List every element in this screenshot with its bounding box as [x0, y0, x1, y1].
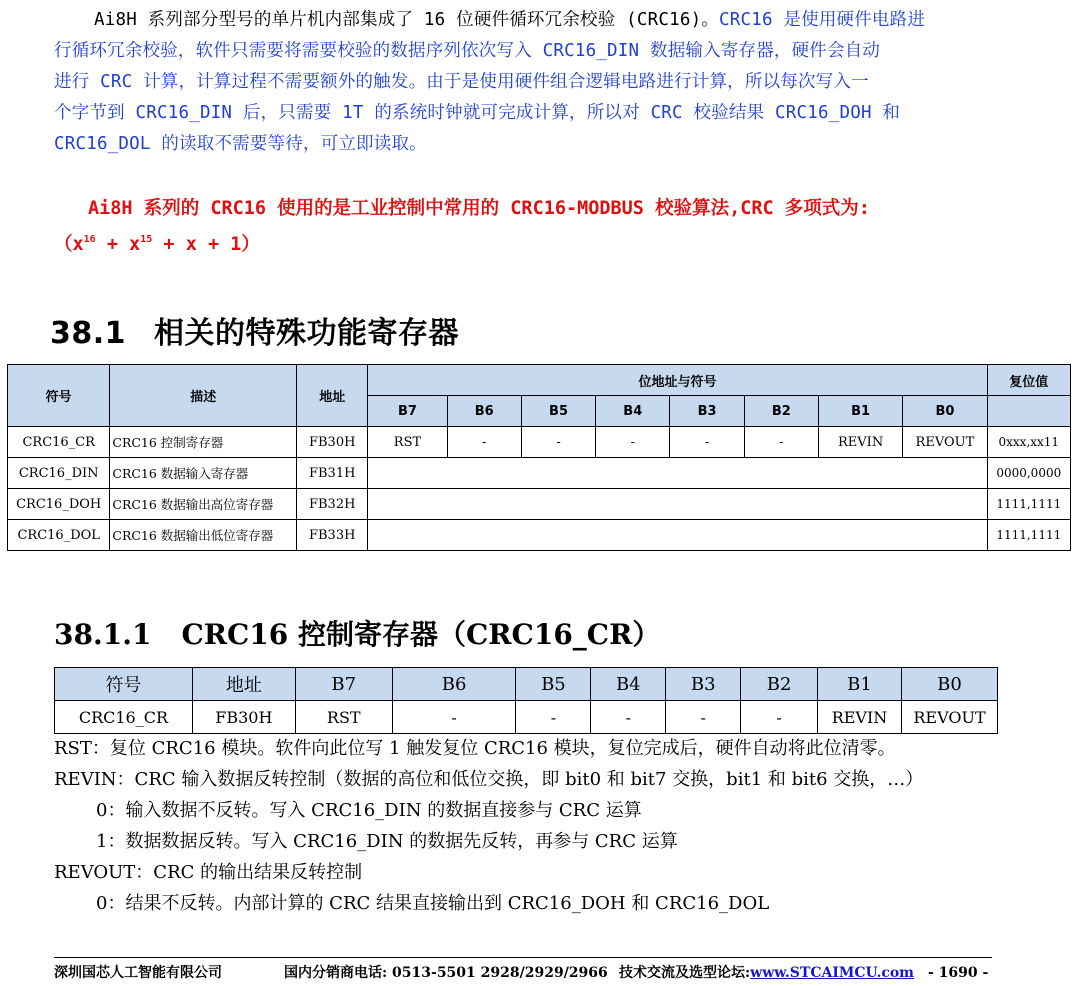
revout-description: REVOUT：CRC 的输出结果反转控制	[54, 862, 363, 883]
table-row: CRC16_DOH CRC16 数据输出高位寄存器 FB32H 1111,1111	[8, 489, 1071, 520]
footer-forum-label: 技术交流及选型论坛:	[619, 965, 751, 981]
crc16-cr-table	[54, 667, 998, 734]
sfr-header-reset: 复位值	[987, 365, 1070, 396]
intro-line3: 进行 CRC 计算，计算过程不需要额外的触发。由于是使用硬件组合逻辑电路进行计算，所以每次写入一	[54, 72, 869, 92]
sfr-header-addr: 地址	[297, 365, 368, 427]
intro-line4: 个字节到 CRC16_DIN 后，只需要 1T 的系统时钟就可完成计算，所以对 CRC 校验结果 CRC16_DOH 和	[54, 103, 901, 123]
footer-phone: 国内分销商电话: 0513-5501 2928/2929/2966	[284, 965, 608, 981]
sfr-header-desc: 描述	[110, 365, 297, 427]
section-heading-38-1-1: 38.1.1 CRC16 控制寄存器（CRC16_CR）	[54, 618, 661, 651]
cr-header-row: 符号 地址 B7 B6 B5 B4 B3 B2 B1 B0	[55, 668, 998, 701]
bit-descriptions	[54, 733, 1064, 919]
modbus-paragraph	[54, 193, 1044, 260]
table-row: CRC16_CR CRC16 控制寄存器 FB30H RST - - - - - REVIN REVOUT 0xxx,xx11	[8, 427, 1071, 458]
modbus-line1: Ai8H 系列的 CRC16 使用的是工业控制中常用的 CRC16-MODBUS 校验算法,CRC 多项式为:	[88, 198, 870, 219]
intro-line2: 行循环冗余校验，软件只需要将需要校验的数据序列依次写入 CRC16_DIN 数据输入寄存器，硬件会自动	[54, 41, 881, 61]
table-row: CRC16_DIN CRC16 数据输入寄存器 FB31H 0000,0000	[8, 458, 1071, 489]
revin-option-1: 1：数据数据反转。写入 CRC16_DIN 的数据先反转，再参与 CRC 运算	[96, 831, 678, 852]
revin-description: REVIN：CRC 输入数据反转控制（数据的高位和低位交换，即 bit0 和 bit7 交换，bit1 和 bit6 交换，…）	[54, 769, 924, 790]
intro-paragraph	[54, 5, 1014, 160]
intro-line1-black: Ai8H 系列部分型号的单片机内部集成了 16 位硬件循环冗余校验 (CRC16)。	[94, 10, 720, 30]
rst-description: RST：复位 CRC16 模块。软件向此位写 1 触发复位 CRC16 模块，复位完成后，硬件自动将此位清零。	[54, 738, 896, 759]
footer-forum-link[interactable]: www.STCAIMCU.com	[750, 965, 914, 981]
sfr-bits-row: B7 B6 B5 B4 B3 B2 B1 B0	[8, 396, 1071, 427]
table-row: CRC16_CR FB30H RST - - - - - REVIN REVOUT	[55, 701, 998, 734]
revout-option-0: 0：结果不反转。内部计算的 CRC 结果直接输出到 CRC16_DOH 和 CRC16_DOL	[96, 893, 770, 914]
footer-divider	[54, 957, 992, 958]
section-heading-38-1: 38.1 相关的特殊功能寄存器	[50, 316, 460, 351]
sfr-header-bits: 位地址与符号	[368, 365, 987, 396]
revin-option-0: 0：输入数据不反转。写入 CRC16_DIN 的数据直接参与 CRC 运算	[96, 800, 642, 821]
footer-company: 深圳国芯人工智能有限公司	[54, 965, 222, 981]
footer-page-number: - 1690 -	[928, 965, 989, 981]
sfr-header-row	[8, 365, 1071, 396]
intro-line1-blue: CRC16 是使用硬件电路进	[719, 10, 926, 30]
intro-line5: CRC16_DOL 的读取不需要等待，可立即读取。	[54, 134, 427, 154]
table-row: CRC16_DOL CRC16 数据输出低位寄存器 FB33H 1111,1111	[8, 520, 1071, 551]
sfr-header-symbol: 符号	[8, 365, 110, 427]
sfr-table	[7, 364, 1071, 551]
page-footer	[54, 962, 1004, 982]
polynomial: $(x^{16} + x^{15} + x + 1)$	[54, 234, 260, 255]
